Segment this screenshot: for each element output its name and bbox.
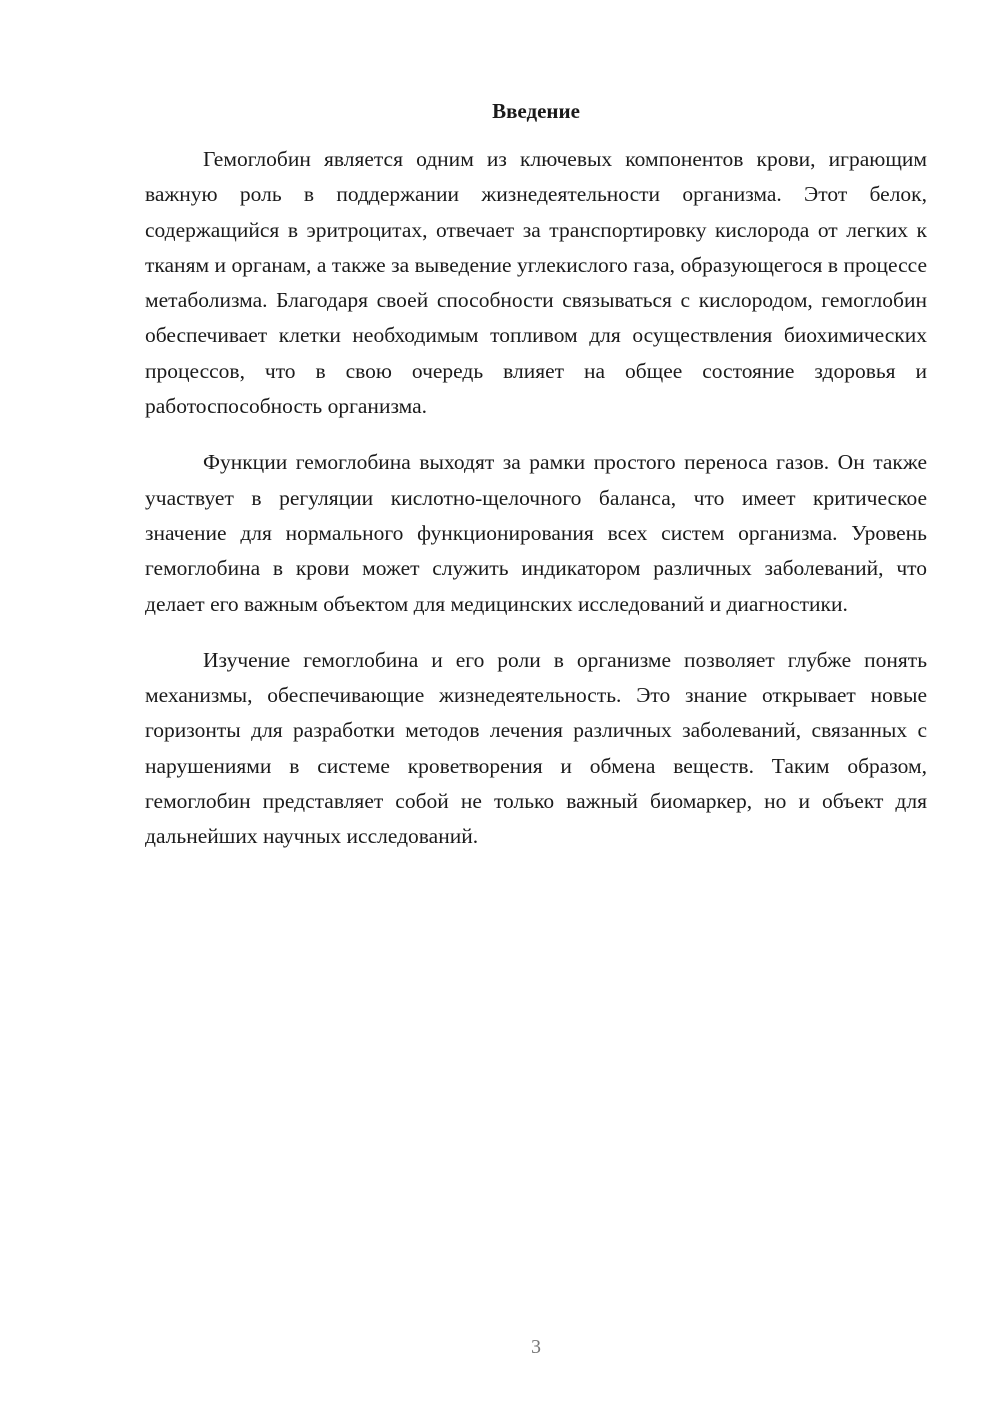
page-number: 3 xyxy=(531,1336,541,1358)
section-heading: Введение xyxy=(492,99,580,123)
paragraph-2: Функции гемоглобина выходят за рамки простого переноса газов. Он также участвует в регуляции кислотно-щелочного баланса, что имеет критическое значение для нормального функционирования всех систем организма. Уровень гемоглобина в крови может служить индикатором различных заболеваний, что делает его важным объектом для медицинских исследований и диагностики. xyxy=(145,450,927,616)
body-text xyxy=(145,142,927,876)
paragraph-3: Изучение гемоглобина и его роли в организме позволяет глубже понять механизмы, обеспечивающие жизнедеятельность. Это знание открывает новые горизонты для разработки методов лечения различных заболеваний, связанных с нарушениями в системе кроветворения и обмена веществ. Таким образом, гемоглобин представляет собой не только важный биомаркер, но и объект для дальнейших научных исследований. xyxy=(145,647,927,849)
paragraph-1: Гемоглобин является одним из ключевых компонентов крови, играющим важную роль в поддержании жизнедеятельности организма. Этот белок, содержащийся в эритроцитах, отвечает за транспортировку кислорода от легких к тканям и органам, а также за выведение углекислого газа, образующегося в процессе метаболизма. Благодаря своей способности связываться с кислородом, гемоглобин обеспечивает клетки необходимым топливом для осуществления биохимических процессов, что в свою очередь влияет на общее состояние здоровья и работоспособность организма. xyxy=(145,147,927,419)
